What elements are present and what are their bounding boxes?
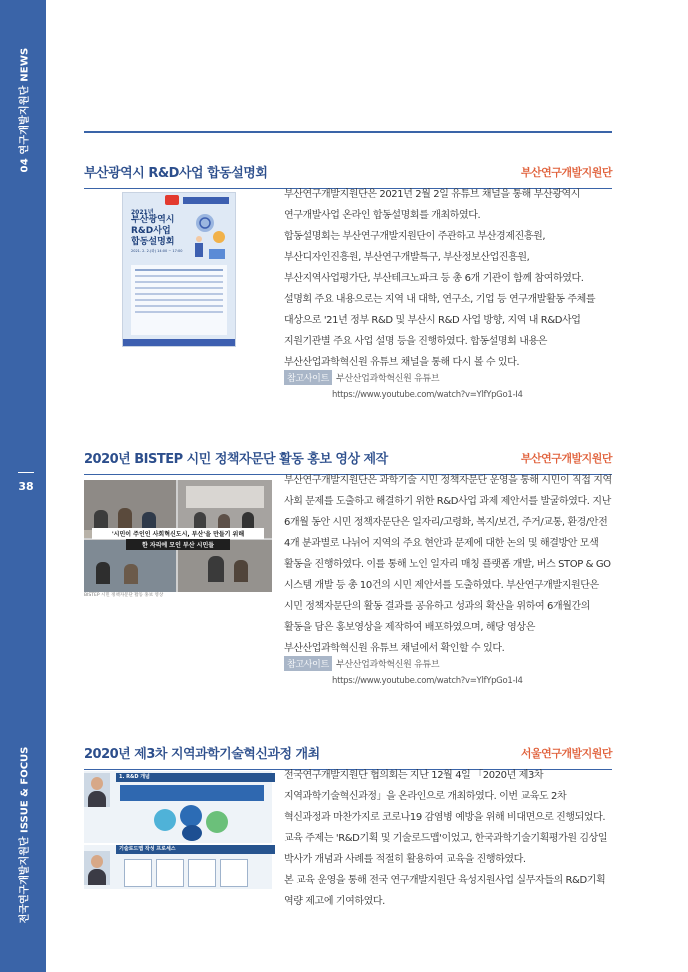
reference-line [284,370,439,385]
video-collage-image [84,480,272,600]
slide-1-circle-b [180,805,202,827]
slide-2-step-3 [188,859,216,887]
section-org: 부산연구개발지원단 [520,166,612,179]
paragraph: 전국연구개발지원단 협의회는 지난 12월 4일 「2020년 제3차 지역과학기술혁신과정」을 온라인으로 개최하였다. 이번 교육도 2차 혁신과정과 마찬가지로 코로나19 감염병 예방을 위해 비대면으로 진행되었다. [284,770,606,823]
slide-2-step-1 [124,859,152,887]
sidebar [0,0,46,972]
video-caption-2: 한 자리에 모인 부산 시민들 [126,539,230,550]
section-bistep-video [84,448,612,688]
poster-year: 2021년 [131,209,154,216]
paragraph: 교육 주제는 'R&D기획 및 기술로드맵'이었고, 한국과학기술기획평가원 김상일 박사가 개념과 사례를 적절히 활용하여 교육을 진행하였다. [284,833,608,865]
reference-badge: 참고사이트 [284,656,332,671]
reference-badge: 참고사이트 [284,370,332,385]
paragraph: 부산연구개발지원단은 2021년 2월 2일 유튜브 채널을 통해 부산광역시 연구개발사업 온라인 합동설명회를 개최하였다. [284,189,580,221]
section-body [284,765,612,912]
poster-footer-bar [123,339,235,346]
poster-title-3: 합동설명회 [131,237,175,247]
slide-1 [84,771,272,843]
poster-title-2: R&D사업 [131,226,171,236]
top-rule [84,131,612,133]
slide-2-step-2 [156,859,184,887]
section-innovation-course [84,743,612,913]
slide-2 [84,845,272,889]
video-footer: BISTEP 시민 정책자문단 활동 홍보 영상 [84,592,272,600]
video-caption-1: '시민이 주인인 사회혁신도시, 부산'을 만들기 위해 [92,528,264,539]
section-body [284,470,612,659]
reference-url[interactable]: https://www.youtube.com/watch?v=YlfYpGo1-I4 [332,390,523,400]
briefing-poster-image [122,192,236,347]
slide-2-step-4 [220,859,248,887]
section-org: 서울연구개발지원단 [520,747,612,760]
poster-date: 2021. 2. 2.(화) 14:00 ~ 17:00 [131,249,183,253]
slide-1-circle-d [182,825,202,841]
page-number-divider [18,472,34,473]
youtube-icon [165,195,179,205]
page-number: 38 [18,480,34,493]
section-title: 부산광역시 R&D사업 합동설명회 [84,166,268,181]
slide-1-textbox [120,785,264,801]
paragraph: 본 교육 운영을 통해 전국 연구개발지원단 육성지원사업 실무자들의 R&D기획 역량 제고에 기여하였다. [284,875,606,907]
section-title: 2020년 제3차 지역과학기술혁신과정 개최 [84,747,320,762]
poster-title-1: 부산광역시 [131,215,175,225]
reference-text: 부산산업과학혁신원 유튜브 [335,374,440,384]
slide-1-circle-a [154,809,176,831]
presenter-avatar-2 [84,851,110,885]
section-title: 2020년 BISTEP 시민 정책자문단 활동 홍보 영상 제작 [84,452,388,467]
lecture-slides-image [84,771,272,889]
poster-logo-bar [183,197,229,204]
section-busan-rnd-briefing [84,162,612,422]
paragraph: 합동설명회는 부산연구개발지원단이 주관하고 부산경제진흥원, 부산디자인진흥원, 부산연구개발특구, 부산정보산업진흥원, 부산지역사업평가단, 부산테크노파크 등 총 6개 기관이 함께 참여하였다. 설명회 주요 내용으로는 지역 내 대학, 연구소, 기업 등 연구개발활동 주체를 대상으로 '21년 정부 R&D 및 부산시 R&D 사업 방향, 지역 내 R&D사업 지원기관별 주요 사업 설명 등을 진행하였다. 합동설명회 내용은 부산산업과학혁신원 유튜브 채널을 통해 다시 볼 수 있다. [284,231,596,368]
poster-schedule-table [131,265,227,335]
poster-illustration [185,209,231,265]
section-org: 부산연구개발지원단 [520,452,612,465]
reference-url[interactable]: https://www.youtube.com/watch?v=YlfYpGo1-I4 [332,676,523,686]
section-body [284,184,612,373]
slide-1-heading: 1. R&D 개념 [116,773,275,782]
slide-1-circle-c [206,811,228,833]
slide-2-heading: 기술로드맵 작성 프로세스 [116,845,275,854]
reference-line [284,656,439,671]
reference-text: 부산산업과학혁신원 유튜브 [335,660,440,670]
presenter-avatar-1 [84,773,110,807]
sidebar-top-label: 04 연구개발지원단 NEWS [19,47,31,173]
paragraph: 부산연구개발지원단은 과학기술 시민 정책자문단 운영을 통해 시민이 직접 지역 사회 문제를 도출하고 해결하기 위한 R&D사업 과제 제안서를 발굴하였다. 지난 6개월 동안 시민 정책자문단은 일자리/고령화, 복지/보건, 주거/교통, 환경/안전 4개 분과별로 나뉘어 지역의 주요 현안과 문제에 대한 논의 및 해결방안 모색 활동을 진행하였다. 이를 통해 노인 일자리 매칭 플랫폼 개발, 버스 STOP & GO 시스템 개발 등 총 10건의 시민 제안서를 도출하였다. 부산연구개발지원단은 시민 정책자문단의 활동 결과를 공유하고 성과의 확산을 위하여 6개월간의 활동을 담은 홍보영상을 제작하여 배포하였으며, 해당 영상은 부산산업과학혁신원 유튜브 채널에서 확인할 수 있다. [284,475,612,654]
sidebar-bottom-label: 전국연구개발지원단 ISSUE & FOCUS [19,746,31,924]
